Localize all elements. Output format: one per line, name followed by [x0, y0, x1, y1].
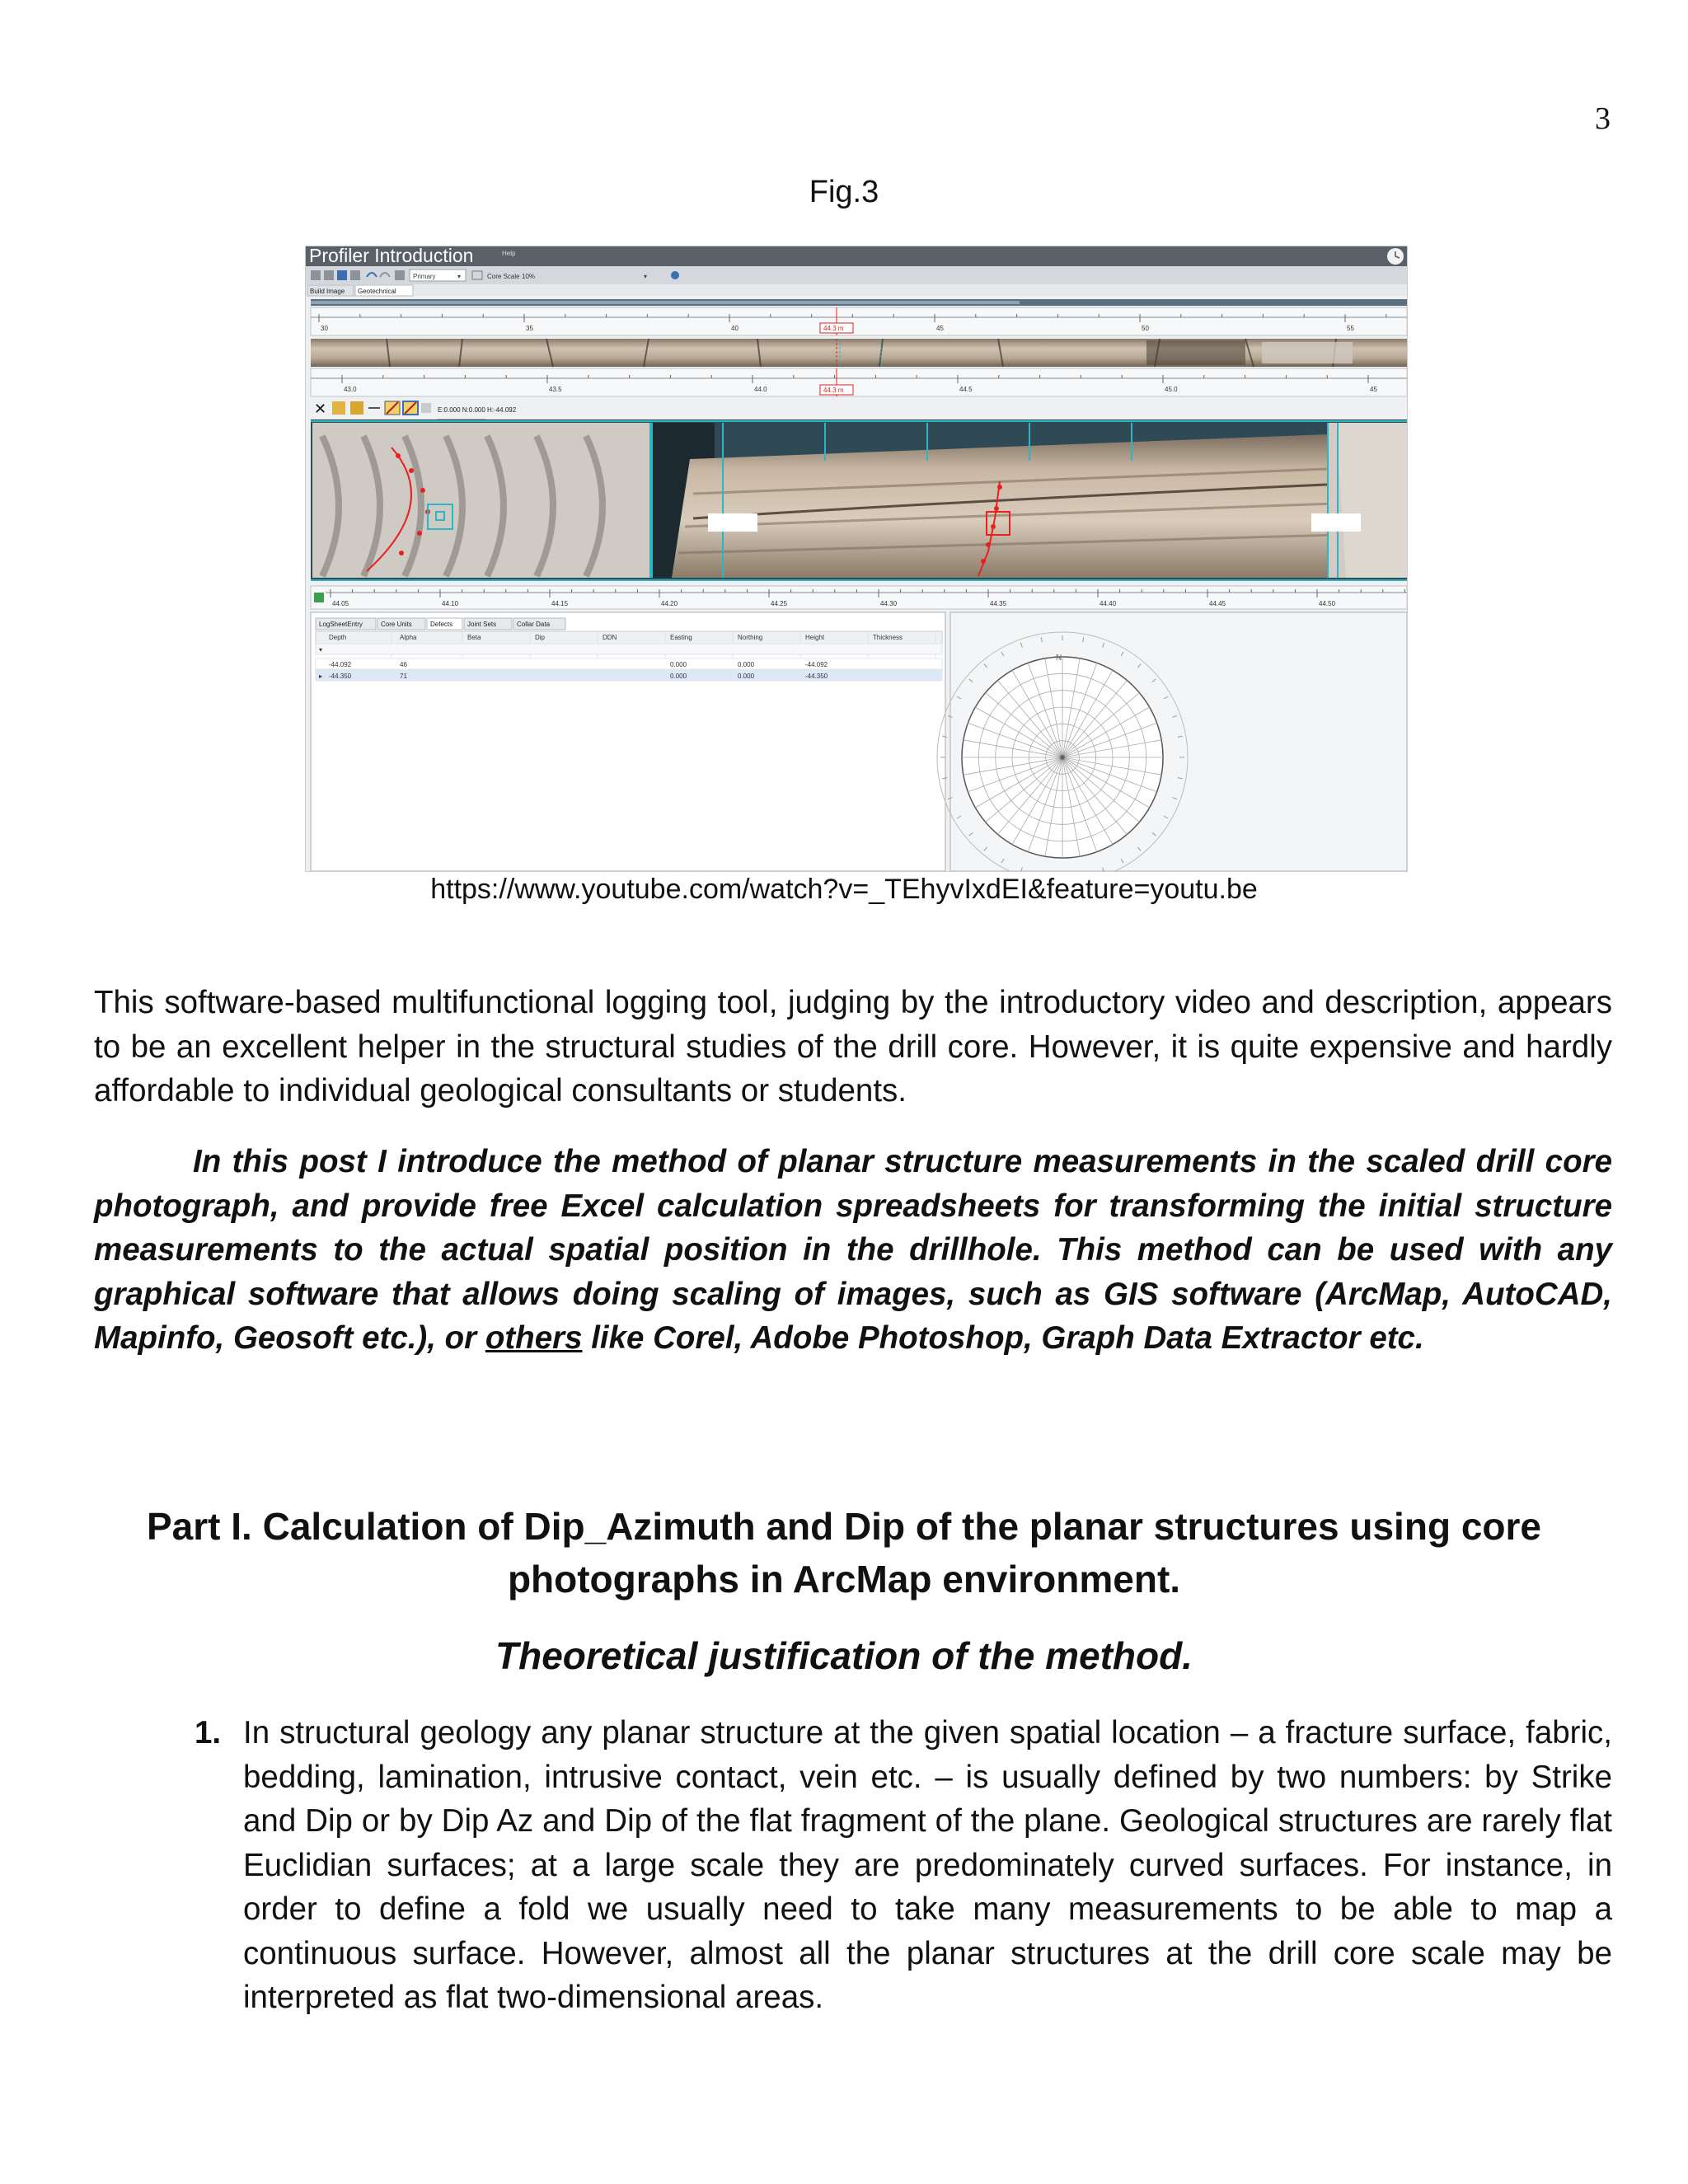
- mid-ruler-label: 45.0: [1165, 386, 1178, 393]
- paragraph-method-tail: like Corel, Adobe Photoshop, Graph Data Extractor etc.: [582, 1320, 1424, 1356]
- grid-cell: -44.350: [329, 673, 352, 680]
- primary-select-value: Primary: [413, 273, 436, 280]
- svg-text:▾: ▾: [319, 646, 323, 654]
- grid-cell: 0.000: [670, 673, 687, 680]
- page-number: 3: [1595, 101, 1611, 136]
- toolbar: [306, 266, 1407, 284]
- bottom-ruler-label: 44.10: [442, 600, 459, 607]
- grid-cell: -44.350: [805, 673, 828, 680]
- globe-icon: [671, 271, 679, 279]
- grid-column-header: DDN: [603, 634, 617, 641]
- svg-text:▾: ▾: [457, 273, 462, 280]
- grid-column-header: Northing: [738, 634, 763, 641]
- mid-ruler-label: 45: [1370, 386, 1377, 393]
- top-ruler-label: 55: [1347, 325, 1354, 332]
- top-ruler-label: 45: [936, 325, 944, 332]
- paragraph-method-text: In this post I introduce the method of planar structure measurements in the scaled drill core photograph, and provide free Excel calculation spreadsheets for transforming the initial structure measurements to the actual spatial position in the drillhole. This method can be used with any graphical software that allows doing scaling of images, such as GIS software (ArcMap, AutoCAD, Mapinfo, Geosoft etc.), or: [94, 1144, 1612, 1356]
- grid-cell: 71: [400, 673, 407, 680]
- section-heading: Part I. Calculation of Dip_Azimuth and Dip of the planar structures using core photographs in ArcMap environment.: [147, 1505, 1541, 1601]
- grid-cell: 0.000: [670, 661, 687, 668]
- window-title: Profiler Introduction: [309, 246, 474, 266]
- grid-column-header: Alpha: [400, 634, 417, 641]
- top-ruler-label: 40: [731, 325, 738, 332]
- tab-geotechnical: Geotechnical: [358, 288, 396, 295]
- top-ruler-label: 35: [526, 325, 533, 332]
- mid-ruler: [311, 368, 1407, 396]
- stereonet-center: [1060, 755, 1065, 760]
- tab-build-image: Build Image: [310, 288, 345, 295]
- save-icon: [337, 270, 347, 280]
- mid-ruler-label: 43.5: [549, 386, 562, 393]
- stereonet-north: N: [1056, 654, 1062, 663]
- grid-cell: -44.092: [805, 661, 828, 668]
- grid-row: [316, 658, 942, 669]
- top-ruler-label: 50: [1142, 325, 1149, 332]
- grid-tab-label: Collar Data: [517, 621, 551, 628]
- svg-text:▸: ▸: [319, 673, 323, 680]
- mid-ruler-label: 44.5: [959, 386, 973, 393]
- add-icon: [314, 593, 324, 602]
- grid-column-header: Beta: [467, 634, 481, 641]
- grid-column-header: Thickness: [873, 634, 903, 641]
- bottom-ruler-label: 44.05: [332, 600, 349, 607]
- grid-tab-label: Defects: [430, 621, 453, 628]
- delete-tool-icon: ✕: [314, 401, 327, 417]
- bottom-ruler-label: 44.40: [1100, 600, 1117, 607]
- bottom-ruler-label: 44.30: [880, 600, 898, 607]
- bottom-ruler-label: 44.15: [551, 600, 569, 607]
- top-marker-label: 44.3 m: [823, 325, 844, 332]
- menu-help: Help: [502, 250, 516, 257]
- grid-cell: 0.000: [738, 673, 755, 680]
- core-scale-value: 10%: [522, 273, 536, 280]
- top-ruler: [311, 307, 1407, 335]
- paragraph-intro: This software-based multifunctional logging tool, judging by the introductory video and description, appears to be an excellent helper in the structural studies of the drill core. However, it is quite expensive and hardly affordable to individual geological consultants or students.: [94, 985, 1612, 1108]
- figure-url[interactable]: https://www.youtube.com/watch?v=_TEhyvIxdEI&feature=youtu.be: [430, 874, 1258, 905]
- grid-row: [316, 670, 942, 681]
- profiler-screenshot: [305, 246, 1408, 872]
- grid-column-header: Dip: [535, 634, 546, 641]
- list-item-text: In structural geology any planar structure at the given spatial location – a fracture surface, fabric, bedding, lamination, intrusive contact, vein etc. – is usually defined by two numbers: by Strike and Dip or by Dip Az and Dip of the flat fragment of the plane. Geological structures are rarely flat Euclidian surfaces; at a large scale they are predominately curved surfaces. For instance, in order to define a fold we usually need to take many measurements to be able to map a continuous surface. However, almost all the planar structures at the drill core scale may be interpreted as flat two-dimensional areas.: [243, 1715, 1612, 2015]
- mid-ruler-label: 44.0: [754, 386, 767, 393]
- grid-tab-label: Core Units: [381, 621, 412, 628]
- bottom-ruler-label: 44.45: [1209, 600, 1226, 607]
- section-subheading: Theoretical justification of the method.: [495, 1634, 1193, 1677]
- bottom-ruler-label: 44.25: [771, 600, 788, 607]
- others-link[interactable]: others: [485, 1320, 583, 1356]
- bottom-ruler-label: 44.50: [1319, 600, 1336, 607]
- bottom-ruler-label: 44.20: [661, 600, 678, 607]
- mid-marker-label: 44.3 m: [823, 387, 844, 394]
- top-ruler-label: 30: [321, 325, 328, 332]
- list-item-number: 1.: [195, 1715, 222, 1750]
- bottom-ruler-label: 44.35: [990, 600, 1007, 607]
- grid-tab-label: LogSheetEntry: [319, 621, 363, 628]
- grid-cell: -44.092: [329, 661, 352, 668]
- grid-column-header: Depth: [329, 634, 347, 641]
- grid-cell: 46: [400, 661, 407, 668]
- grid-tab-label: Joint Sets: [467, 621, 497, 628]
- mid-ruler-label: 43.0: [344, 386, 357, 393]
- angle-tool-icon: [350, 401, 363, 415]
- core-scale-label: Core Scale: [487, 273, 520, 280]
- grid-cell: 0.000: [738, 661, 755, 668]
- grid-column-header: Height: [805, 634, 825, 641]
- paragraph-method: [94, 1140, 1612, 1361]
- figure-caption: Fig.3: [809, 175, 879, 209]
- coords-readout: E:0.000 N:0.000 H:-44.092: [438, 406, 517, 414]
- svg-text:▾: ▾: [644, 273, 648, 280]
- grid-column-header: Easting: [670, 634, 692, 641]
- measure-tool-icon: [332, 401, 345, 415]
- bottom-ruler: [311, 586, 1407, 609]
